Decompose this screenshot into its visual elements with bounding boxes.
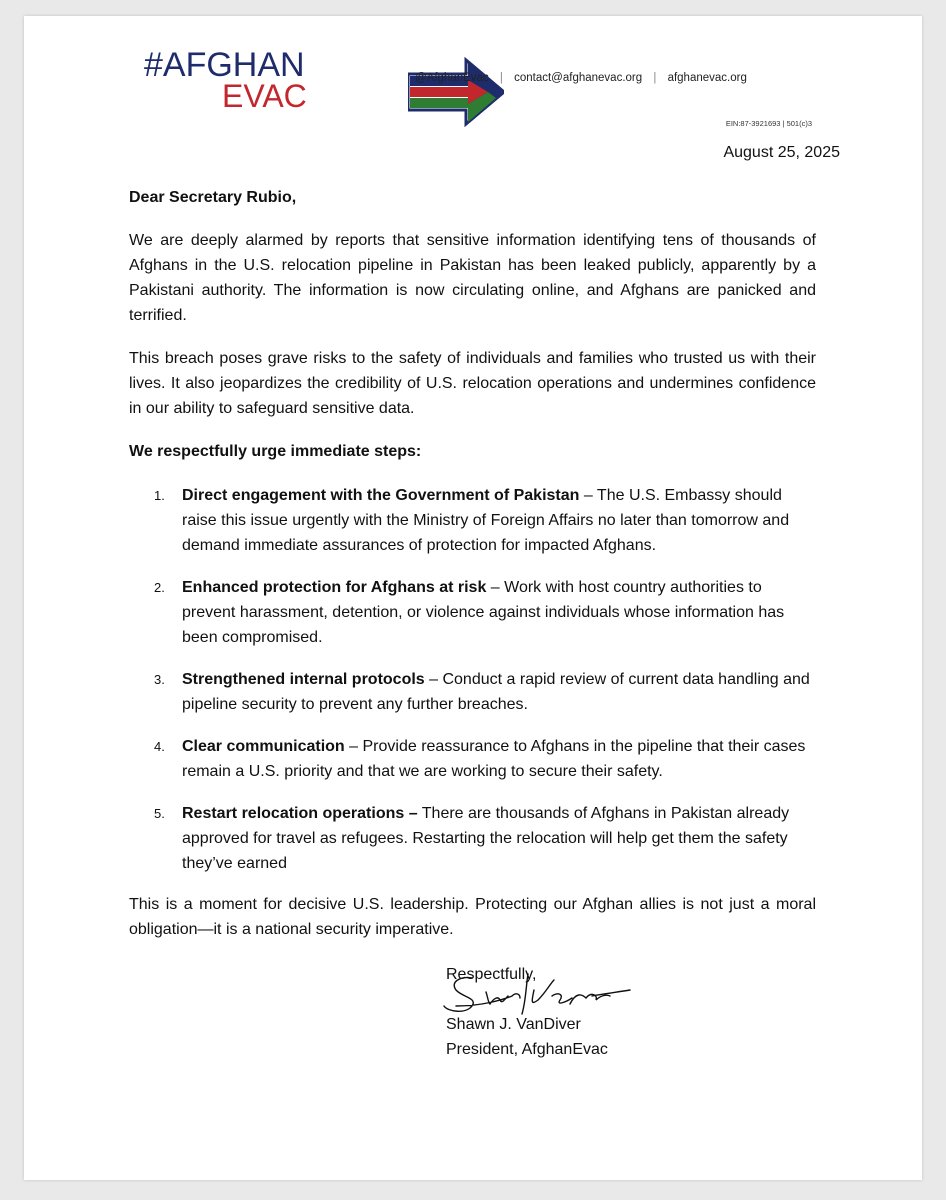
letter-date: August 25, 2025 — [723, 144, 840, 161]
step-title: Strengthened internal protocols — [182, 671, 425, 688]
step-number: 3. — [154, 672, 165, 687]
ein-number: EIN:87-3921693 | 501(c)3 — [725, 119, 812, 128]
logo-line1: #AFGHAN — [144, 46, 305, 84]
signoff: Respectfully, — [446, 966, 537, 983]
signer-name: Shawn J. VanDiver — [446, 1016, 581, 1033]
twitter-handle: @AfghanEvac — [415, 72, 489, 84]
logo-line2: EVAC — [222, 78, 307, 114]
contact-bar — [415, 72, 747, 84]
step-text: – The U.S. Embassy should raise this issue urgently with the Ministry of Foreign Affairs no later than tomorrow and demand immediate assurances of protection for impacted Afghans. — [182, 487, 790, 554]
step-title: Clear communication — [182, 738, 345, 755]
step-title: Restart relocation operations – — [182, 805, 418, 822]
letter-page — [24, 16, 922, 1180]
closing-paragraph: This is a moment for decisive U.S. leadership. Protecting our Afghan allies is not just a moral obligation—it is a national security imperative. — [129, 896, 816, 938]
step-title: Direct engagement with the Government of Pakistan — [182, 487, 580, 504]
step-title: Enhanced protection for Afghans at risk — [182, 579, 487, 596]
step-text: There are thousands of Afghans in Pakistan already approved for travel as refugees. Restarting the relocation will help get them the safety they’ve earned — [182, 805, 790, 872]
step-number: 2. — [154, 580, 165, 595]
signer-title: President, AfghanEvac — [446, 1041, 608, 1058]
flag-arrow-icon — [408, 54, 504, 138]
step-number: 1. — [154, 488, 165, 503]
separator: | — [653, 72, 657, 84]
afghanevac-logo — [144, 44, 384, 114]
list-item — [129, 483, 816, 558]
paragraph-2: This breach poses grave risks to the safety of individuals and families who trusted us with their lives. It also jeopardizes the credibility of U.S. relocation operations and undermines confidence in our ability to safeguard sensitive data. — [129, 350, 816, 417]
steps-heading: We respectfully urge immediate steps: — [129, 443, 422, 460]
contact-email: contact@afghanevac.org — [514, 72, 643, 84]
step-text: – Conduct a rapid review of current data handling and pipeline security to prevent any further breaches. — [182, 671, 810, 713]
step-number: 5. — [154, 806, 165, 821]
website: afghanevac.org — [667, 72, 747, 84]
step-text: – Work with host country authorities to prevent harassment, detention, or violence against individuals whose information has been compromised. — [182, 579, 785, 646]
list-item — [129, 734, 816, 784]
step-number: 4. — [154, 739, 165, 754]
list-item — [129, 667, 816, 717]
paragraph-1: We are deeply alarmed by reports that sensitive information identifying tens of thousands of Afghans in the U.S. relocation pipeline in Pakistan has been leaked publicly, apparently by a Pakistani authority. The information is now circulating online, and Afghans are panicked and terrified. — [129, 232, 816, 324]
steps-list — [129, 483, 816, 893]
separator: | — [499, 72, 503, 84]
handwritten-signature — [442, 970, 632, 1020]
salutation: Dear Secretary Rubio, — [129, 189, 297, 206]
list-item — [129, 801, 816, 876]
step-text: – Provide reassurance to Afghans in the pipeline that their cases remain a U.S. priority and that we are working to secure their safety. — [182, 738, 806, 780]
list-item — [129, 575, 816, 650]
